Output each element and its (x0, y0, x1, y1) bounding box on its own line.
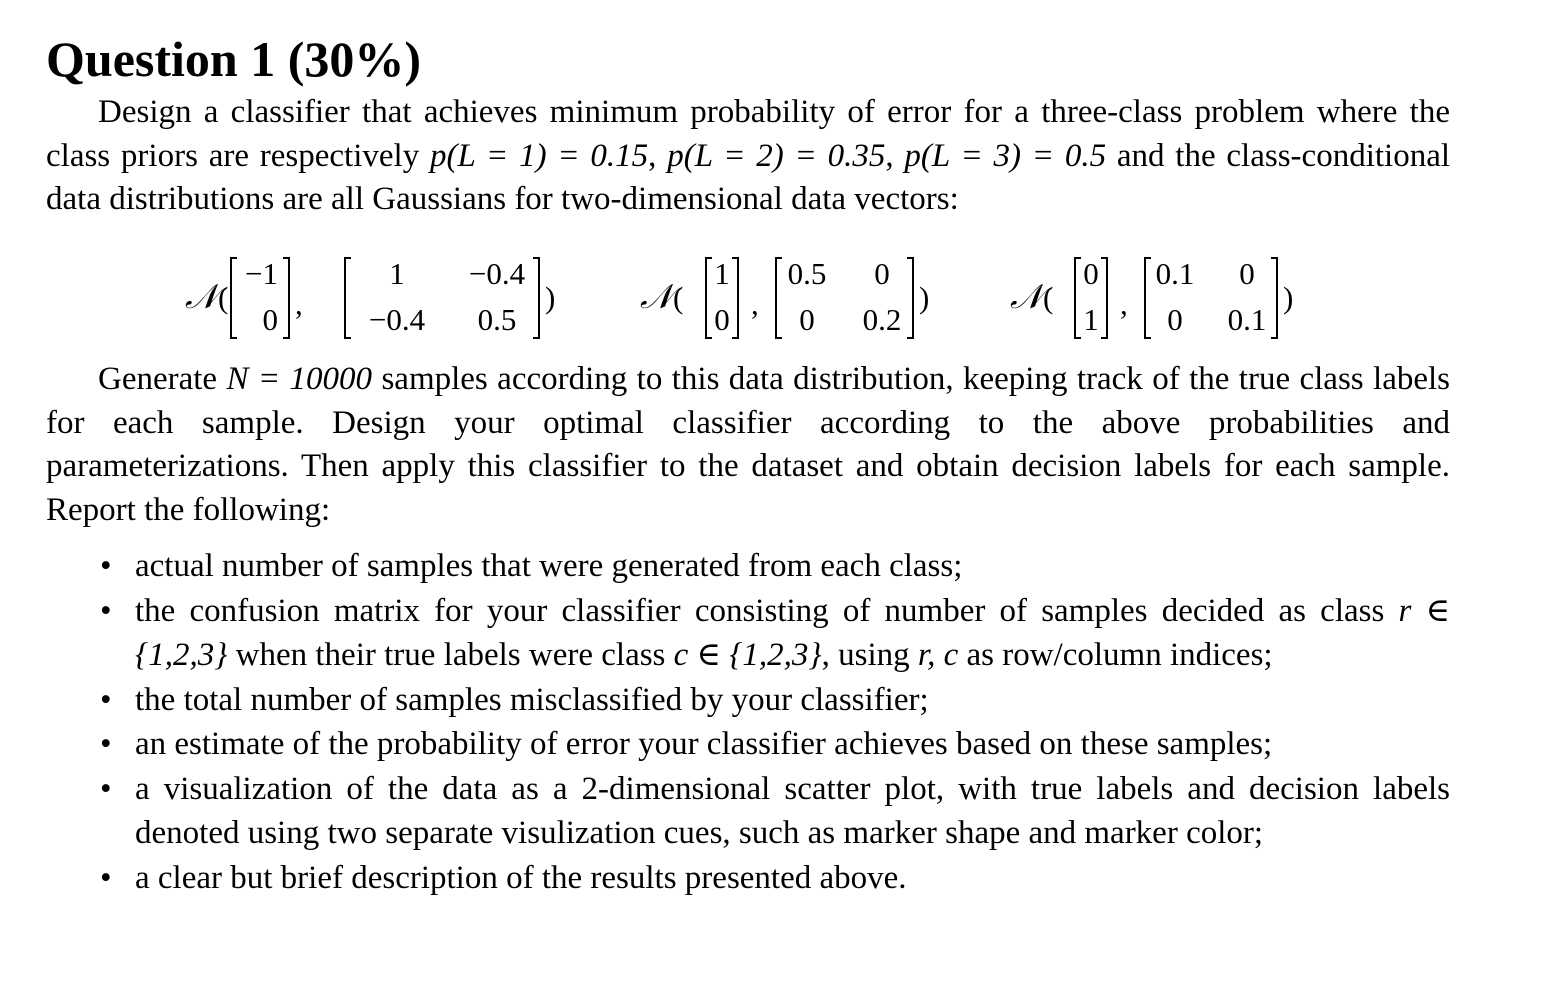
list-item (88, 767, 1450, 856)
instructions-paragraph (46, 358, 1450, 532)
list-item-text: an estimate of the probability of error your classifier achieves based on these samples; (135, 726, 1273, 762)
cov-value: 0 (874, 256, 890, 291)
prior-class-3: p(L = 3) = 0.5 (904, 137, 1107, 174)
mean-value: 0 (714, 302, 730, 337)
cov-bracket-left (776, 258, 782, 338)
math-expression: r ∈ {1,2,3} (135, 592, 1450, 673)
distribution-formulas (185, 250, 1385, 350)
gaussian-distributions (185, 250, 1385, 350)
cov-value: 0 (1239, 256, 1255, 291)
list-item (88, 678, 1450, 723)
cov-value: 1 (389, 256, 405, 291)
instructions-text-a: Generate (98, 361, 227, 397)
cov-value: −0.4 (368, 302, 426, 337)
intro-text-a: Design a classifier that achieves minimum probability of error for a three-class problem where the class priors are respectively (46, 94, 1450, 174)
cov-bracket-left (345, 258, 351, 338)
mean-value: 1 (714, 256, 730, 291)
intro-text-b: and the class-conditional data distributions are all Gaussians for two-dimensional data vectors: (46, 137, 1451, 217)
mean-value: 1 (1083, 302, 1099, 337)
bullet-icon: • (100, 859, 112, 896)
prior-class-1: p(L = 1) = 0.15 (429, 137, 649, 174)
cov-value: 0.2 (862, 302, 902, 337)
list-item (88, 856, 1450, 901)
cov-value: 0.5 (787, 256, 827, 291)
mean-bracket-right (283, 258, 289, 338)
cov-value: −0.4 (468, 256, 526, 291)
instructions-text-b: samples according to this data distribution, keeping track of the true class labels for each sample. Design your optimal classifier according to the above probabilities and parameterizations. Then apply this classifier to the dataset and obtain decision labels for each sample. Report the following: (46, 361, 1451, 528)
mean-value: −1 (245, 256, 278, 291)
list-item-text: the confusion matrix for your classifier consisting of number of samples decided as class (135, 592, 1399, 629)
open-paren: ( (1043, 280, 1054, 315)
list-item-text: a visualization of the data as a 2-dimensional scatter plot, with true labels and decision labels denoted using two separate visulization cues, such as marker shape and marker color; (135, 770, 1450, 851)
question-title: Question 1 (30%) (46, 31, 421, 87)
open-paren: ( (218, 280, 229, 315)
bullet-icon: • (100, 770, 112, 807)
list-item (88, 589, 1450, 678)
list-item (88, 544, 1450, 589)
cov-bracket-right (907, 258, 913, 338)
cov-bracket-right (533, 258, 539, 338)
comma: , (295, 286, 303, 321)
math-expression: r, c (917, 637, 959, 673)
list-item-text: , using (821, 637, 918, 673)
close-paren: ) (919, 280, 930, 315)
cov-bracket-right (1271, 258, 1277, 338)
list-item-text: as row/column indices; (958, 637, 1273, 673)
close-paren: ) (545, 280, 556, 315)
prior-class-2: p(L = 2) = 0.35 (667, 137, 886, 174)
bullet-icon: • (100, 726, 112, 762)
cov-value: 0.1 (1155, 256, 1195, 291)
distribution-class-1 (185, 256, 555, 338)
bullet-icon: • (100, 592, 112, 629)
cov-value: 0 (799, 302, 815, 337)
intro-paragraph: Design a classifier that achieves minimum probability of error for a three-class problem where the class priors are respectively p(L = 1) = 0.15, p(L = 2) = 0.35, p(L = 3) = 0.5 and the class-conditional data distributions are all Gaussians for two-dimensional data vectors: (46, 94, 1451, 217)
cov-value: 0.1 (1227, 302, 1267, 337)
distribution-class-3 (1010, 256, 1293, 338)
normal-symbol: 𝒩 (1010, 277, 1043, 317)
mean-bracket-left (1075, 258, 1081, 338)
list-item-text: the total number of samples misclassified by your classifier; (135, 681, 929, 718)
sample-count: N = 10000 (226, 361, 373, 397)
normal-symbol: 𝒩 (185, 277, 218, 317)
bullet-icon: • (100, 681, 112, 718)
distribution-class-2 (640, 256, 929, 338)
mean-bracket-left (231, 258, 237, 338)
mean-bracket-right (732, 258, 738, 338)
close-paren: ) (1283, 280, 1294, 315)
list-item-text: actual number of samples that were generated from each class; (135, 548, 963, 584)
mean-value: 0 (262, 302, 278, 337)
cov-bracket-left (1145, 258, 1151, 338)
mean-value: 0 (1083, 256, 1099, 291)
list-item-text: when their true labels were class (227, 637, 674, 673)
cov-value: 0 (1167, 302, 1183, 337)
list-item (88, 722, 1450, 767)
mean-bracket-right (1101, 258, 1107, 338)
cov-value: 0.5 (477, 302, 517, 337)
open-paren: ( (673, 280, 684, 315)
normal-symbol: 𝒩 (640, 277, 673, 317)
list-item-text: a clear but brief description of the results presented above. (135, 859, 907, 896)
comma: , (1120, 286, 1128, 321)
comma: , (751, 286, 759, 321)
mean-bracket-left (706, 258, 712, 338)
report-items-list (88, 544, 1450, 900)
math-expression: c ∈ {1,2,3} (673, 637, 822, 673)
bullet-icon: • (100, 548, 112, 584)
